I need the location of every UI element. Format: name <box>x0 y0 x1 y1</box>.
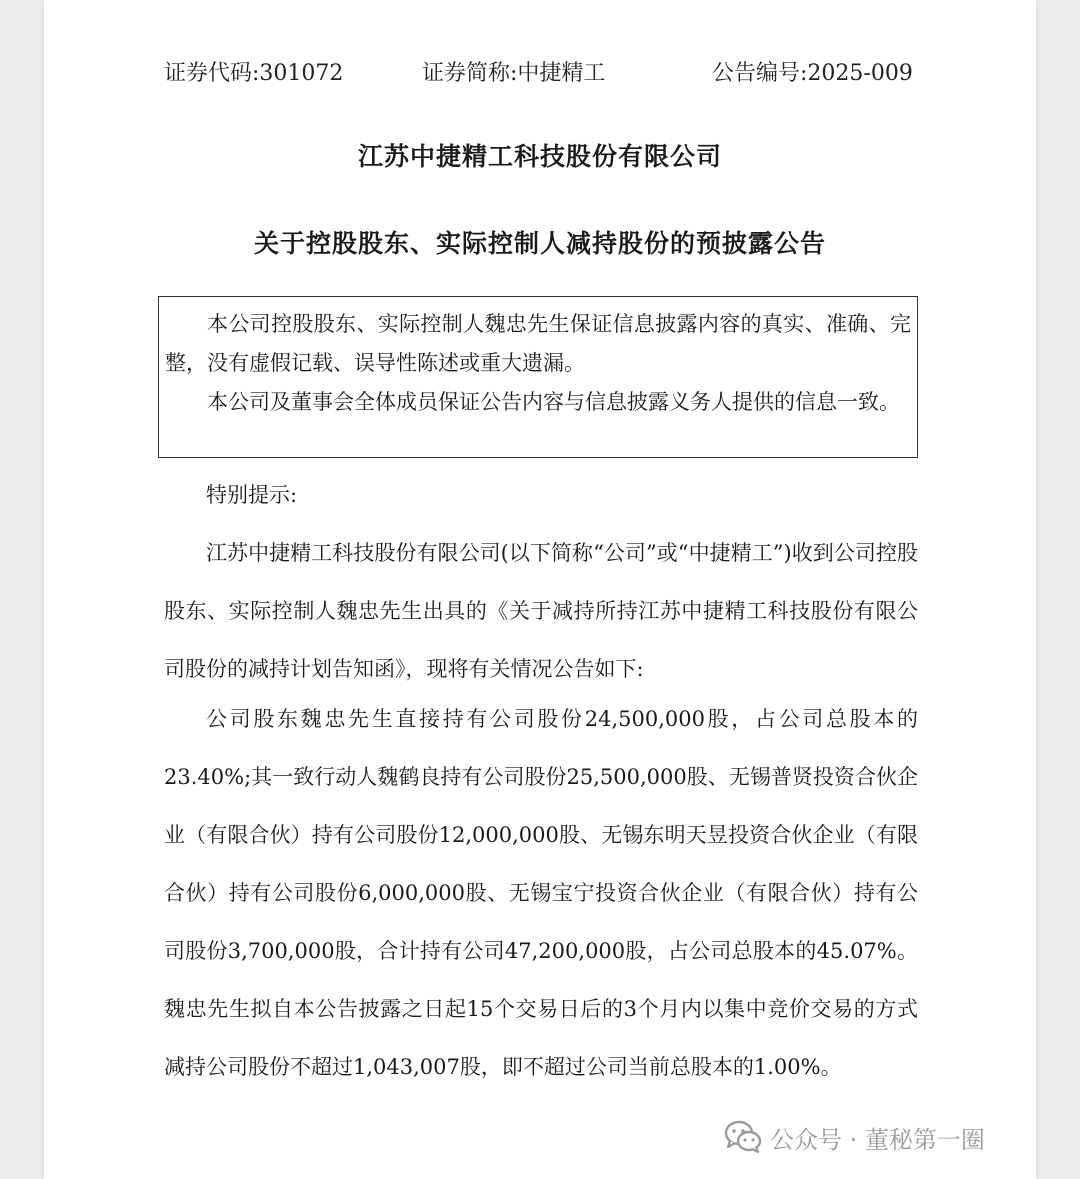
stock-code: 证券代码:301072 <box>164 61 344 86</box>
notice-title: 关于控股股东、实际控制人减持股份的预披露公告 <box>253 229 826 258</box>
disclaimer-box <box>158 296 918 458</box>
watermark-text: 公众号 · 董秘第一圈 <box>770 1125 985 1154</box>
disclaimer-line-2: 本公司及董事会全体成员保证公告内容与信息披露义务人提供的信息一致。 <box>207 390 900 414</box>
header-line <box>164 56 924 86</box>
document-page <box>44 0 1036 1179</box>
paragraph-2 <box>164 690 918 1096</box>
disclaimer-line-1: 本公司控股股东、实际控制人魏忠先生保证信息披露内容的真实、准确、完整，没有虚假记载、误导性陈述或重大遗漏。 <box>165 312 911 375</box>
paragraph-1 <box>164 524 918 698</box>
paragraph-2-text: 公司股东魏忠先生直接持有公司股份24,500,000股，占公司总股本的23.40%;其一致行动人魏鹤良持有公司股份25,500,000股、无锡普贤投资合伙企业（有限合伙）持有公司股份12,000,000股、无锡东明天昱投资合伙企业（有限合伙）持有公司股份6,000,000股、无锡宝宁投资合伙企业（有限合伙）持有公司股份3,700,000股，合计持有公司47,200,000股，占公司总股本的45.07%。魏忠先生拟自本公告披露之日起15个交易日后的3个月内以集中竞价交易的方式减持公司股份不超过1,043,007股，即不超过公司当前总股本的1.00%。 <box>164 707 918 1079</box>
special-label: 特别提示: <box>206 483 298 507</box>
stock-short-name: 证券简称:中捷精工 <box>422 61 606 86</box>
special-notice <box>164 466 918 524</box>
notice-number: 公告编号:2025-009 <box>712 61 913 86</box>
paragraph-1-text: 江苏中捷精工科技股份有限公司(以下简称“公司”或“中捷精工”)收到公司控股股东、实际控制人魏忠先生出具的《关于减持所持江苏中捷精工科技股份有限公司股份的减持计划告知函》，现将有关情况公告如下: <box>164 541 918 681</box>
wechat-icon <box>724 1120 762 1154</box>
company-title: 江苏中捷精工科技股份有限公司 <box>357 142 722 171</box>
watermark <box>724 1116 985 1158</box>
